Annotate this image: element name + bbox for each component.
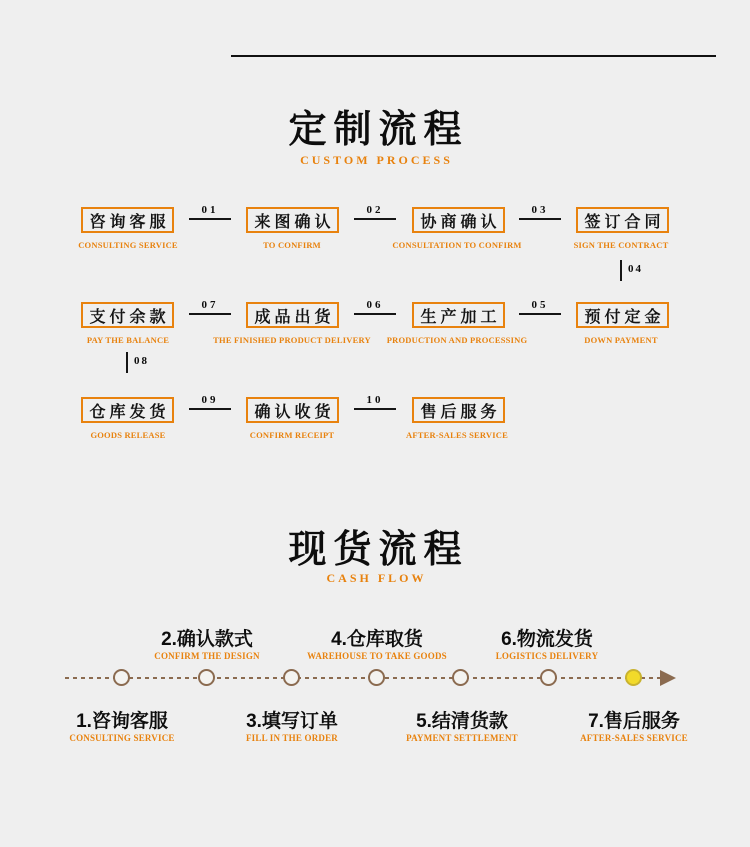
timeline-node-4 xyxy=(368,669,385,686)
timeline-step-label: 1.咨询客服 xyxy=(76,711,168,732)
timeline-step-label: 3.填写订单 xyxy=(246,711,338,732)
step-box-consulting-service: 咨询客服 xyxy=(81,207,174,233)
timeline-step-caption: FILL IN THE ORDER xyxy=(245,733,338,743)
timeline-arrowhead-icon xyxy=(660,670,676,686)
timeline-step-label: 4.仓库取货 xyxy=(331,629,423,650)
connector-09 xyxy=(189,392,231,410)
connector-number: 01 xyxy=(201,204,219,216)
connector-number: 06 xyxy=(366,299,384,311)
connector-05 xyxy=(519,297,561,315)
step-box-consultation-confirm: 协商确认 xyxy=(412,207,505,233)
connector-10 xyxy=(354,392,396,410)
timeline-step-label: 2.确认款式 xyxy=(161,629,253,650)
step-box-after-sales: 售后服务 xyxy=(412,397,505,423)
timeline-step-label: 7.售后服务 xyxy=(588,711,680,732)
cash-section-title: 现货流程 xyxy=(288,529,469,571)
timeline-node-3 xyxy=(283,669,300,686)
step-caption: CONFIRM RECEIPT xyxy=(249,430,335,440)
connector-04-line xyxy=(620,260,622,281)
connector-number: 07 xyxy=(201,299,219,311)
timeline-node-2 xyxy=(198,669,215,686)
connector-08-number: 08 xyxy=(134,355,149,367)
step-box-confirm-receipt: 确认收货 xyxy=(246,397,339,423)
connector-08-line xyxy=(126,352,128,373)
connector-number: 05 xyxy=(531,299,549,311)
step-box-pay-balance: 支付余款 xyxy=(81,302,174,328)
step-caption: THE FINISHED PRODUCT DELIVERY xyxy=(213,335,371,345)
step-caption: CONSULTATION TO CONFIRM xyxy=(392,240,522,250)
timeline-step-caption: LOGISTICS DELIVERY xyxy=(495,651,599,661)
connector-number: 09 xyxy=(201,394,219,406)
step-caption: SIGN THE CONTRACT xyxy=(573,240,669,250)
timeline-step-label: 5.结清货款 xyxy=(416,711,508,732)
timeline-step-caption: WAREHOUSE TO TAKE GOODS xyxy=(307,651,447,661)
connector-06 xyxy=(354,297,396,315)
cash-section-subtitle: CASH FLOW xyxy=(326,571,427,585)
connector-02 xyxy=(354,202,396,220)
step-caption: TO CONFIRM xyxy=(263,240,321,250)
timeline-step-caption: CONFIRM THE DESIGN xyxy=(154,651,260,661)
step-box-goods-release: 仓库发货 xyxy=(81,397,174,423)
step-box-production-processing: 生产加工 xyxy=(412,302,505,328)
step-box-down-payment: 预付定金 xyxy=(576,302,669,328)
connector-number: 10 xyxy=(366,394,384,406)
step-caption: DOWN PAYMENT xyxy=(584,335,658,345)
timeline-node-7-highlighted xyxy=(625,669,642,686)
step-box-product-delivery: 成品出货 xyxy=(246,302,339,328)
connector-04-number: 04 xyxy=(628,263,643,275)
timeline-node-5 xyxy=(452,669,469,686)
custom-section-subtitle: CUSTOM PROCESS xyxy=(300,153,453,167)
connector-07 xyxy=(189,297,231,315)
step-caption: GOODS RELEASE xyxy=(90,430,166,440)
timeline-step-payment-settlement xyxy=(362,706,562,743)
timeline-step-caption: CONSULTING SERVICE xyxy=(69,733,175,743)
custom-section-title: 定制流程 xyxy=(288,109,469,151)
timeline-step-after-sales-service xyxy=(534,706,734,743)
timeline-node-6 xyxy=(540,669,557,686)
timeline-dashed-line xyxy=(65,677,662,679)
timeline-step-logistics-delivery xyxy=(447,624,647,661)
top-divider-line xyxy=(231,55,716,57)
timeline-step-label: 6.物流发货 xyxy=(501,629,593,650)
step-caption: AFTER-SALES SERVICE xyxy=(406,430,508,440)
connector-01 xyxy=(189,202,231,220)
connector-03 xyxy=(519,202,561,220)
step-box-to-confirm: 来图确认 xyxy=(246,207,339,233)
connector-number: 02 xyxy=(366,204,384,216)
step-caption: PRODUCTION AND PROCESSING xyxy=(386,335,528,345)
connector-number: 03 xyxy=(531,204,549,216)
step-box-sign-contract: 签订合同 xyxy=(576,207,669,233)
timeline-step-caption: PAYMENT SETTLEMENT xyxy=(406,733,518,743)
step-caption: CONSULTING SERVICE xyxy=(78,240,178,250)
timeline-node-1 xyxy=(113,669,130,686)
step-caption: PAY THE BALANCE xyxy=(86,335,170,345)
timeline-step-caption: AFTER-SALES SERVICE xyxy=(580,733,688,743)
